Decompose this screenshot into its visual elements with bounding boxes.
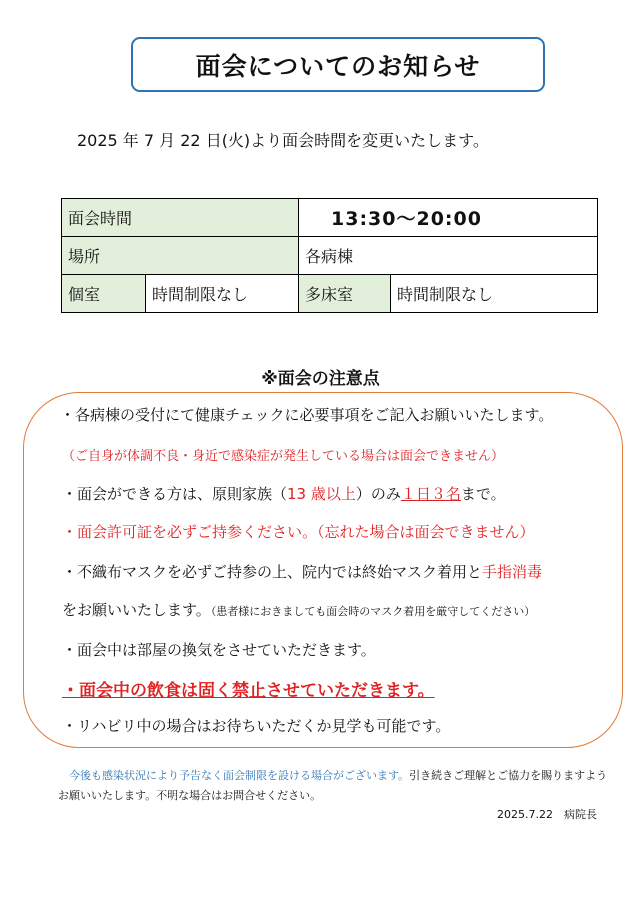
visiting-time-label: 面会時間 xyxy=(62,199,299,237)
note-no-eating: ・面会中の飲食は固く禁止させていただきます。 xyxy=(62,681,435,701)
page-title: 面会についてのお知らせ xyxy=(195,51,481,81)
note-visitor-age: 13 歳以上 xyxy=(287,485,356,503)
footer-text xyxy=(58,766,608,806)
footer-notice: 今後も感染状況により予告なく面会制限を設ける場合がございます。 xyxy=(58,769,410,782)
place-label: 場所 xyxy=(62,237,299,275)
note-rehab: ・リハビリ中の場合はお待ちいただくか見学も可能です。 xyxy=(62,717,451,735)
note-permit: ・面会許可証を必ずご持参ください。（忘れた場合は面会できません） xyxy=(62,523,535,541)
note-mask-patient: （患者様におきましても面会時のマスク着用を厳守してください） xyxy=(210,605,536,618)
note-mask xyxy=(62,561,542,582)
note-illness-warning: （ご自身が体調不良・身近で感染症が発生している場合は面会できません） xyxy=(62,449,505,464)
table-row xyxy=(62,199,598,237)
footer-request: 引き続きご理解とご協力を賜りますようお願いいたします。不明な場合はお問合せください。 xyxy=(58,769,608,802)
private-room-value: 時間制限なし xyxy=(146,275,299,313)
note-health-check: ・各病棟の受付にて健康チェックに必要事項をご記入お願いいたします。 xyxy=(60,406,554,424)
shared-room-value: 時間制限なし xyxy=(391,275,598,313)
note-visitor-limit-e: まで。 xyxy=(460,485,506,503)
note-mask-a: ・不織布マスクを必ずご持参の上、院内では終始マスク着用と xyxy=(62,563,483,581)
signature: 2025.7.22 病院長 xyxy=(497,808,597,821)
table-row xyxy=(62,275,598,313)
notes-heading: ※面会の注意点 xyxy=(261,369,380,389)
note-visitor-limit xyxy=(62,483,506,504)
note-ventilation: ・面会中は部屋の換気をさせていただきます。 xyxy=(62,641,376,659)
shared-room-label: 多床室 xyxy=(299,275,391,313)
table-row xyxy=(62,237,598,275)
note-mask-cont xyxy=(62,599,535,620)
visiting-info-table xyxy=(61,198,598,313)
note-visitor-limit-c: ）のみ xyxy=(355,485,401,503)
note-mask-cont-a: をお願いいたします。 xyxy=(62,601,211,619)
note-visitor-count: １日３名 xyxy=(400,485,461,503)
title-box xyxy=(131,37,545,92)
intro-text: 2025 年 7 月 22 日(火)より面会時間を変更いたします。 xyxy=(77,131,489,150)
private-room-label: 個室 xyxy=(62,275,146,313)
place-value: 各病棟 xyxy=(299,237,598,275)
visiting-time-value: 13:30～20:00 xyxy=(299,199,598,237)
note-hand-sanitize: 手指消毒 xyxy=(482,563,543,581)
note-visitor-limit-a: ・面会ができる方は、原則家族（ xyxy=(62,485,288,503)
